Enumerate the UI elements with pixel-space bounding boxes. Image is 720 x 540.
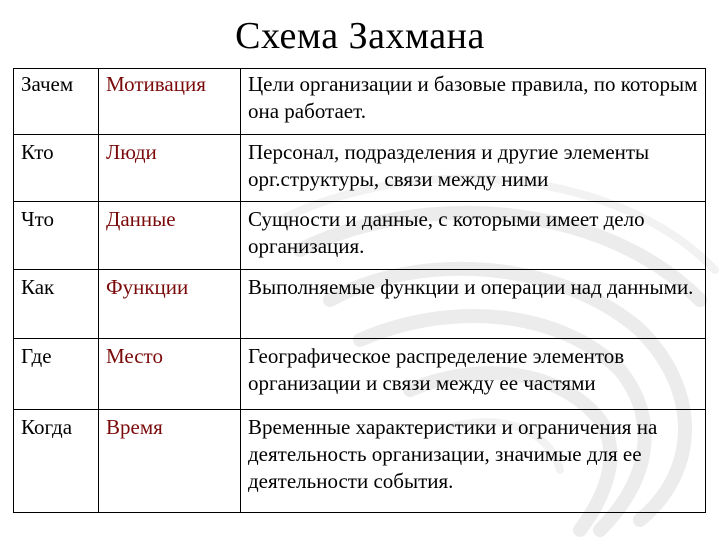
- term-cell: Время: [99, 409, 241, 512]
- table-row: [14, 201, 706, 269]
- term-cell: Мотивация: [99, 69, 241, 135]
- term-cell: Люди: [99, 134, 241, 201]
- question-cell: Что: [14, 201, 99, 269]
- description-cell: Географическое распределение элементов организации и связи между ее частями: [241, 338, 706, 409]
- question-cell: Кто: [14, 134, 99, 201]
- table-row: [14, 69, 706, 135]
- description-cell: Сущности и данные, с которыми имеет дело организация.: [241, 201, 706, 269]
- term-cell: Функции: [99, 269, 241, 338]
- table-row: [14, 134, 706, 201]
- table-row: [14, 338, 706, 409]
- table-row: [14, 409, 706, 512]
- question-cell: Когда: [14, 409, 99, 512]
- description-cell: Персонал, подразделения и другие элементы орг.структуры, связи между ними: [241, 134, 706, 201]
- description-cell: Временные характеристики и ограничения на деятельность организации, значимые для ее деятельности события.: [241, 409, 706, 512]
- term-cell: Данные: [99, 201, 241, 269]
- description-cell: Выполняемые функции и операции над данными.: [241, 269, 706, 338]
- term-cell: Место: [99, 338, 241, 409]
- question-cell: Где: [14, 338, 99, 409]
- question-cell: Зачем: [14, 69, 99, 135]
- description-cell: Цели организации и базовые правила, по которым она работает.: [241, 69, 706, 135]
- table-row: [14, 269, 706, 338]
- zachman-table: [13, 68, 706, 513]
- question-cell: Как: [14, 269, 99, 338]
- slide-title: Схема Захмана: [235, 15, 485, 57]
